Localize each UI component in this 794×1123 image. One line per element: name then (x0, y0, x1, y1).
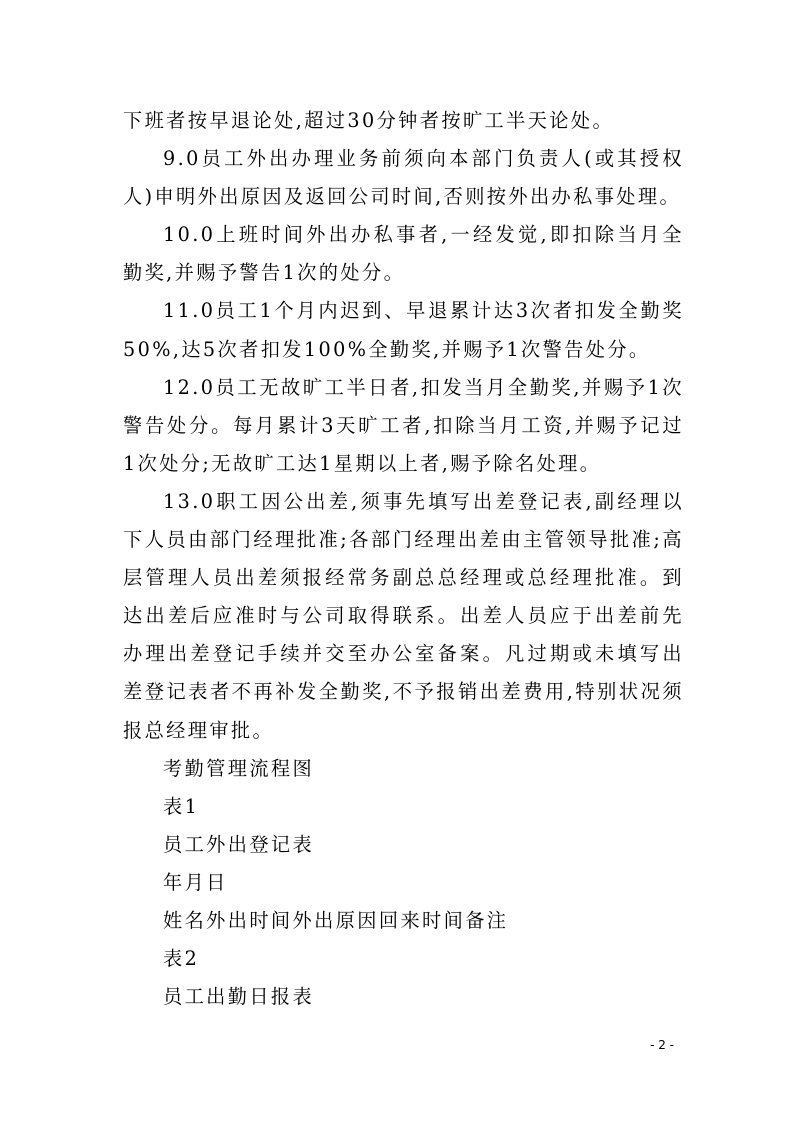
flowchart-caption: 考勤管理流程图 (163, 756, 315, 780)
paragraph: 下班者按早退论处,超过30分钟者按旷工半天论处。 (123, 109, 615, 132)
table-label: 表1 (163, 794, 200, 818)
document-body (123, 102, 684, 1016)
page-number: - 2 - (650, 1038, 674, 1052)
paragraph: 10.0上班时间外出办私事者,一经发觉,即扣除当月全勤奖,并赐予警告1次的处分。 (123, 223, 684, 285)
table-title: 员工出勤日报表 (163, 985, 315, 1009)
table-label: 表2 (163, 947, 200, 971)
paragraph: 11.0员工1个月内迟到、早退累计达3次者扣发全勤奖50%,达5次者扣发100%全勤奖,并赐予1次警告处分。 (123, 299, 684, 361)
date-line: 年月日 (163, 870, 228, 894)
table-title: 员工外出登记表 (163, 832, 315, 856)
paragraph: 12.0员工无故旷工半日者,扣发当月全勤奖,并赐予1次警告处分。每月累计3天旷工者,扣除当月工资,并赐予记过1次处分;无故旷工达1星期以上者,赐予除名处理。 (123, 375, 684, 475)
paragraph: 9.0员工外出办理业务前须向本部门负责人(或其授权人)申明外出原因及返回公司时间,否则按外出办私事处理。 (123, 147, 684, 209)
table-header-line: 姓名外出时间外出原因回来时间备注 (163, 908, 509, 932)
paragraph: 13.0职工因公出差,须事先填写出差登记表,副经理以下人员由部门经理批准;各部门经理出差由主管领导批准;高层管理人员出差须报经常务副总总经理或总经理批准。到达出差后应准时与公司取得联系。出差人员应于出差前先办理出差登记手续并交至办公室备案。凡过期或未填写出差登记表者不再补发全勤奖,不予报销出差费用,特别状况须报总经理审批。 (123, 489, 684, 742)
